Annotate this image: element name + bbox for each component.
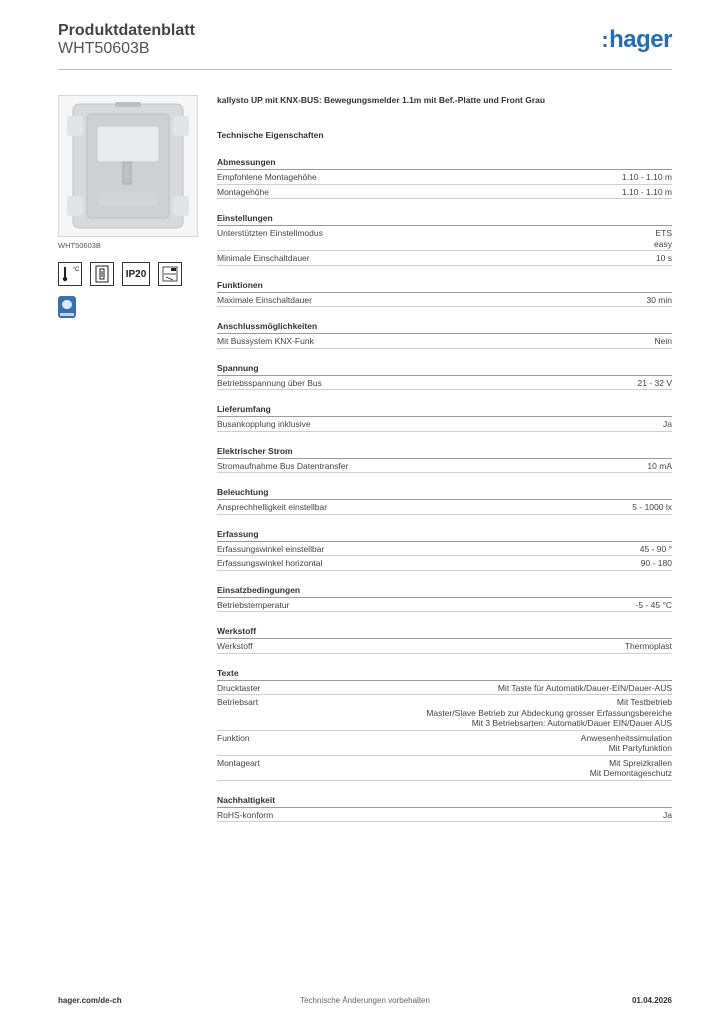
spec-section <box>217 668 672 781</box>
spec-value: 10 mA <box>647 460 672 471</box>
spec-value: Mit Spreizkrallen <box>609 757 672 768</box>
spec-value: 10 s <box>655 253 672 263</box>
spec-value: 45 - 90 ° <box>639 543 672 554</box>
spec-values <box>654 228 672 249</box>
spec-row <box>217 376 672 391</box>
spec-values <box>655 336 672 347</box>
section-title: Texte <box>217 668 672 681</box>
spec-value: 1.10 - 1.10 m <box>621 186 672 197</box>
spec-label: Drucktaster <box>217 682 261 693</box>
spec-value: Nein <box>654 336 672 346</box>
spec-row <box>217 417 672 432</box>
spec-value: Anwesenheitssimulation <box>580 732 672 743</box>
spec-row <box>217 226 672 251</box>
spec-row <box>217 542 672 557</box>
section-title: Lieferumfang <box>217 404 672 417</box>
spec-section <box>217 529 672 571</box>
left-column <box>58 95 198 318</box>
page-header <box>58 20 672 70</box>
spec-label: Stromaufnahme Bus Datentransfer <box>217 460 349 471</box>
footer-date: 01.04.2026 <box>631 996 672 1005</box>
spec-label: Busankopplung inklusive <box>217 419 311 429</box>
spec-section <box>217 363 672 391</box>
spec-values <box>590 758 672 779</box>
spec-row <box>217 185 672 200</box>
spec-values <box>622 172 672 183</box>
spec-section <box>217 157 672 199</box>
section-title: Werkstoff <box>217 626 672 639</box>
spec-values <box>656 253 672 264</box>
spec-label: Betriebstemperatur <box>217 599 290 610</box>
section-title: Spannung <box>217 363 672 376</box>
main-content <box>217 95 672 822</box>
ip20-icon: IP20 <box>122 262 150 286</box>
spec-row <box>217 681 672 696</box>
product-name: kallysto UP mit KNX-BUS: Bewegungsmelder 1.1m mit Bef.-Platte und Front Grau <box>217 95 546 105</box>
spec-values <box>581 733 672 754</box>
spec-section <box>217 280 672 308</box>
spec-row <box>217 170 672 185</box>
hager-logo: :hager <box>601 26 672 53</box>
mounting-height-icon <box>158 262 182 286</box>
spec-value: Mit Demontageschutz <box>589 768 672 778</box>
spec-section <box>217 795 672 823</box>
spec-row <box>217 639 672 654</box>
temperature-icon-label: °C <box>72 267 80 273</box>
spec-label: Mit Bussystem KNX-Funk <box>217 336 314 346</box>
spec-label: Erfassungswinkel einstellbar <box>217 543 325 554</box>
spec-value: Ja <box>663 419 672 429</box>
spec-label: Unterstützten Einstellmodus <box>217 228 323 238</box>
spec-values <box>663 419 672 430</box>
logo-text: hager <box>609 26 672 53</box>
spec-row <box>217 334 672 349</box>
spec-values <box>632 502 672 513</box>
spec-values <box>646 295 672 306</box>
knx-logo-icon <box>58 296 76 318</box>
spec-values <box>426 697 672 729</box>
spec-label: Funktion <box>217 732 250 743</box>
spec-values <box>647 461 672 472</box>
document-product-code: WHT50603B <box>58 40 150 57</box>
spec-label: Ansprechhelligkeit einstellbar <box>217 502 328 512</box>
spec-row <box>217 500 672 515</box>
spec-value: Mit Testbetrieb <box>616 697 672 707</box>
spec-values <box>625 641 672 652</box>
product-image <box>58 95 198 237</box>
spec-value: 90 - 180 <box>640 558 672 568</box>
spec-label: Betriebsart <box>217 697 259 707</box>
spec-label: Betriebsspannung über Bus <box>217 377 322 388</box>
spec-value: Ja <box>663 809 672 820</box>
spec-label: RoHS-konform <box>217 809 274 820</box>
spec-section <box>217 626 672 654</box>
spec-sections <box>217 157 672 822</box>
spec-row <box>217 251 672 266</box>
spec-row <box>217 598 672 613</box>
spec-section <box>217 213 672 266</box>
spec-values <box>638 378 673 389</box>
spec-section <box>217 321 672 349</box>
section-title: Nachhaltigkeit <box>217 795 672 808</box>
spec-value: -5 - 45 °C <box>635 599 672 610</box>
document-title: Produktdatenblatt <box>58 22 195 39</box>
spec-label: Montagehöhe <box>217 186 269 197</box>
spec-label: Erfassungswinkel horizontal <box>217 558 323 568</box>
spec-value: ETS <box>655 228 672 238</box>
motion-detector-illustration <box>59 96 197 236</box>
spec-value: 21 - 32 V <box>637 377 672 388</box>
spec-label: Maximale Einschaltdauer <box>217 294 312 305</box>
spec-value: 5 - 1000 lx <box>632 502 672 512</box>
section-title: Funktionen <box>217 280 672 293</box>
switch-icon <box>90 262 114 286</box>
spec-label: Werkstoff <box>217 641 253 651</box>
section-title: Einsatzbedingungen <box>217 585 672 598</box>
section-title: Anschlussmöglichkeiten <box>217 321 672 334</box>
spec-row <box>217 808 672 823</box>
spec-label: Minimale Einschaltdauer <box>217 253 310 263</box>
section-title: Elektrischer Strom <box>217 446 672 459</box>
spec-row <box>217 695 672 731</box>
spec-section <box>217 487 672 515</box>
spec-value: easy <box>654 238 672 249</box>
spec-values <box>622 187 672 198</box>
spec-value: 30 min <box>646 294 672 305</box>
spec-row <box>217 556 672 571</box>
temperature-icon <box>58 262 82 286</box>
spec-values <box>498 683 672 694</box>
spec-value: Mit 3 Betriebsarten: Automatik/Dauer EIN/Dauer AUS <box>471 718 672 728</box>
spec-values <box>641 558 672 569</box>
spec-row <box>217 293 672 308</box>
section-title: Beleuchtung <box>217 487 672 500</box>
footer-website[interactable]: hager.com/de-ch <box>58 996 122 1005</box>
spec-row <box>217 459 672 474</box>
spec-value: Mit Partyfunktion <box>608 743 672 753</box>
footer-notice: Technische Änderungen vorbehalten <box>300 996 430 1005</box>
section-title: Erfassung <box>217 529 672 542</box>
spec-row <box>217 731 672 756</box>
feature-icons <box>58 262 198 286</box>
spec-section <box>217 404 672 432</box>
spec-section <box>217 446 672 474</box>
spec-values <box>663 810 672 821</box>
spec-value: Mit Taste für Automatik/Dauer-EIN/Dauer-AUS <box>497 682 672 693</box>
spec-section <box>217 585 672 613</box>
spec-label: Montageart <box>217 757 260 768</box>
spec-row <box>217 756 672 781</box>
spec-value: 1.10 - 1.10 m <box>621 172 672 182</box>
technical-properties-title: Technische Eigenschaften <box>217 130 324 140</box>
spec-value: Thermoplast <box>624 641 672 651</box>
spec-label: Empfohlene Montagehöhe <box>217 172 317 182</box>
spec-values <box>640 544 672 555</box>
section-title: Einstellungen <box>217 213 672 226</box>
spec-value: Master/Slave Betrieb zur Abdeckung grosser Erfassungsbereiche <box>426 707 672 718</box>
spec-values <box>636 600 672 611</box>
section-title: Abmessungen <box>217 157 672 170</box>
image-caption: WHT50603B <box>58 241 101 250</box>
